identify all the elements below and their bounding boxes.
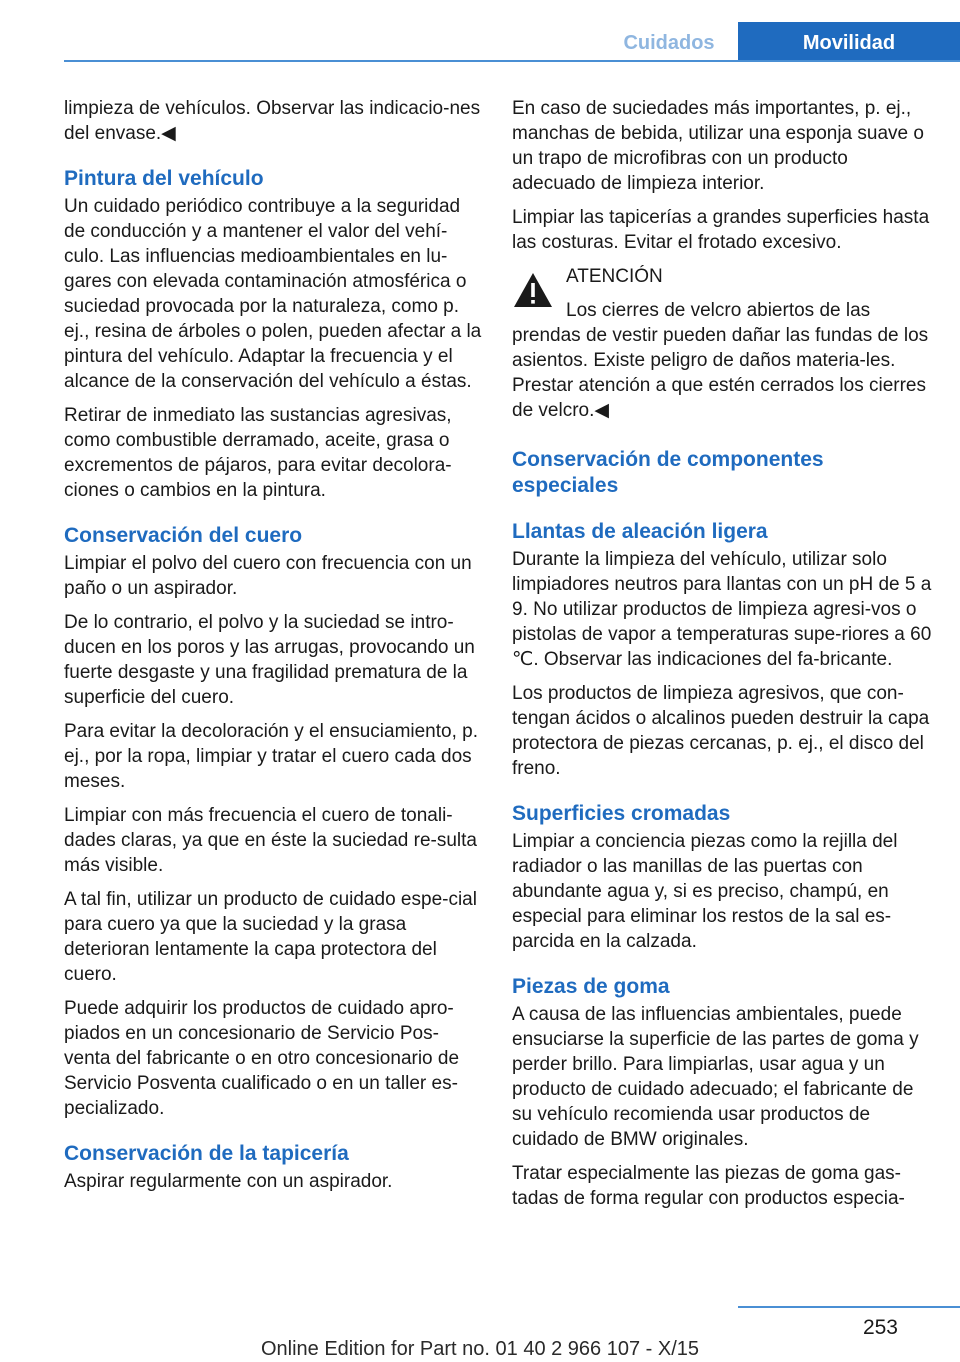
header-rule	[64, 60, 960, 62]
right-column	[512, 96, 932, 1220]
tab-movilidad[interactable]: Movilidad	[738, 22, 960, 62]
warning-title: ATENCIÓN	[566, 266, 663, 287]
page-number: 253	[862, 1316, 898, 1339]
paragraph: Limpiar con más frecuencia el cuero de tonali‐dades claras, ya que en éste la suciedad re‐sulta más visible.	[64, 805, 477, 876]
paragraph: Tratar especialmente las piezas de goma gas‐tadas de forma regular con productos especia‐	[512, 1163, 905, 1209]
paragraph: Retirar de inmediato las sustancias agresivas, como combustible derramado, aceite, grasa o excrementos de pájaros, para evitar decolora‐ciones o cambios en la pintura.	[64, 405, 452, 501]
heading-especiales: Conservación de componentes especiales	[512, 448, 824, 497]
heading-pintura: Pintura del vehículo	[64, 167, 264, 190]
paragraph: Limpiar el polvo del cuero con frecuencia con un paño o un aspirador.	[64, 553, 472, 599]
paragraph: Durante la limpieza del vehículo, utilizar solo limpiadores neutros para llantas con un pH de 5 a 9. No utilizar productos de limpieza agresi‐vos o pistolas de vapor a temperaturas supe‐riores a 60 ℃. Observar las indicaciones del fa‐bricante.	[512, 549, 932, 670]
heading-cromadas: Superficies cromadas	[512, 802, 731, 825]
left-column	[64, 96, 484, 1203]
paragraph: Un cuidado periódico contribuye a la seguridad de conducción y a mantener el valor del vehí‐culo. Las influencias medioambientales en lu‐gares con elevada contaminación atmosférica o suciedad provocada por la naturaleza, como p. ej., resina de árboles o polen, pueden afectar a la pintura del vehículo. Adaptar la frecuencia y el alcance de la conservación del vehículo a éstas.	[64, 196, 482, 392]
paragraph: Aspirar regularmente con un aspirador.	[64, 1171, 393, 1192]
paragraph: Limpiar a conciencia piezas como la rejilla del radiador o las manillas de las puertas con abundante agua y, si es preciso, champú, en especial para eliminar los restos de la sal es‐parcida en la calzada.	[512, 831, 898, 952]
footer-rule	[738, 1306, 960, 1308]
warning-box	[512, 264, 932, 423]
paragraph: De lo contrario, el polvo y la suciedad se intro‐ducen en los poros y las arrugas, provocando un fuerte desgaste y una fragilidad prematura de la superficie del cuero.	[64, 612, 475, 708]
tab-cuidados[interactable]: Cuidados	[623, 32, 715, 54]
heading-llantas: Llantas de aleación ligera	[512, 520, 768, 543]
paragraph: Limpiar las tapicerías a grandes superficies hasta las costuras. Evitar el frotado excesivo.	[512, 207, 930, 253]
paragraph: En caso de suciedades más importantes, p. ej., manchas de bebida, utilizar una esponja suave o un trapo de microfibras con un producto adecuado de limpieza interior.	[512, 98, 924, 194]
paragraph: Puede adquirir los productos de cuidado apro‐piados en un concesionario de Servicio Pos‐venta del fabricante o en otro concesionario de Servicio Posventa cualificado o en un taller es‐pecializado.	[64, 998, 460, 1119]
paragraph: Los productos de limpieza agresivos, que con‐tengan ácidos o alcalinos pueden destruir la capa protectora de piezas cercanas, p. ej., el disco del freno.	[512, 683, 930, 779]
heading-cuero: Conservación del cuero	[64, 524, 303, 547]
edition-footer: Online Edition for Part no. 01 40 2 966 107 - X/15	[260, 1338, 700, 1360]
paragraph: Para evitar la decoloración y el ensuciamiento, p. ej., por la ropa, limpiar y tratar el cuero cada dos meses.	[64, 721, 479, 792]
paragraph: A tal fin, utilizar un producto de cuidado espe‐cial para cuero ya que la suciedad y la grasa deterioran lentamente la capa protectora del cuero.	[64, 889, 477, 985]
paragraph: A causa de las influencias ambientales, puede ensuciarse la superficie de las partes de goma y perder brillo. Para limpiarlas, usar agua y un producto de cuidado adecuado; el fabricante de su vehículo recomienda usar productos de cuidado de BMW originales.	[512, 1004, 919, 1150]
heading-tapiceria: Conservación de la tapicería	[64, 1142, 349, 1165]
warning-text: Los cierres de velcro abiertos de las prendas de vestir pueden dañar las fundas de los asientos. Existe peligro de daños materia‐les. Prestar atención a que estén cerrados los cierres de velcro.◀	[512, 300, 929, 421]
warning-triangle-icon	[512, 270, 554, 310]
paragraph: limpieza de vehículos. Observar las indicacio‐nes del envase.◀	[64, 98, 481, 144]
heading-goma: Piezas de goma	[512, 975, 670, 998]
